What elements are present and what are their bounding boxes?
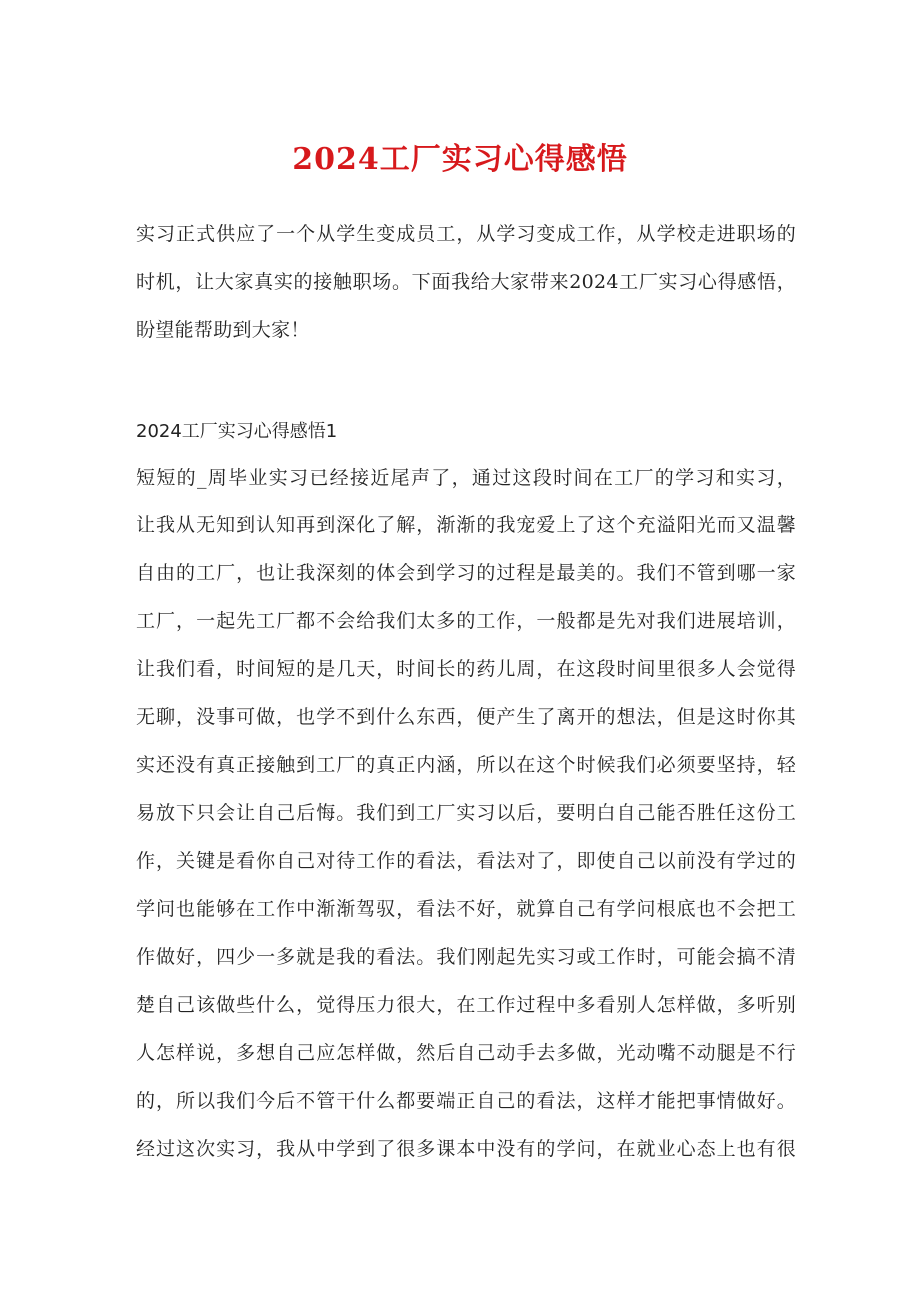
body-line: 工厂，一起先工厂都不会给我们太多的工作，一般都是先对我们进展培训， [136,610,796,632]
body-line: 无聊，没事可做，也学不到什么东西，便产生了离开的想法，但是这时你其 [136,706,796,728]
body-line: 短短的_周毕业实习已经接近尾声了，通过这段时间在工厂的学习和实习， [136,467,796,489]
body-line: 自由的工厂，也让我深刻的体会到学习的过程是最美的。我们不管到哪一家 [136,562,796,584]
intro-line: 盼望能帮助到大家！ [136,319,310,341]
body-line: 经过这次实习，我从中学到了很多课本中没有的学问，在就业心态上也有很 [136,1138,796,1160]
body-line: 的，所以我们今后不管干什么都要端正自己的看法，这样才能把事情做好。 [136,1090,796,1112]
body-line: 让我从无知到认知再到深化了解，渐渐的我宠爱上了这个充溢阳光而又温馨 [136,514,796,536]
intro-line: 实习正式供应了一个从学生变成员工，从学习变成工作，从学校走进职场的 [136,223,796,245]
body-line: 作做好，四少一多就是我的看法。我们刚起先实习或工作时，可能会搞不清 [136,946,796,968]
intro-line: 时机，让大家真实的接触职场。下面我给大家带来2024工厂实习心得感悟， [136,271,796,293]
body-line: 实还没有真正接触到工厂的真正内涵，所以在这个时候我们必须要坚持，轻 [136,754,796,776]
body-line: 让我们看，时间短的是几天，时间长的药儿周，在这段时间里很多人会觉得 [136,658,796,680]
document-title: 2024工厂实习心得感悟 [292,142,628,177]
body-line: 作，关键是看你自己对待工作的看法，看法对了，即使自己以前没有学过的 [136,850,796,872]
section-heading: 2024工厂实习心得感悟1 [136,421,338,442]
body-line: 易放下只会让自己后悔。我们到工厂实习以后，要明白自己能否胜任这份工 [136,802,796,824]
body-line: 学问也能够在工作中渐渐驾驭，看法不好，就算自己有学问根底也不会把工 [136,898,796,920]
body-line: 楚自己该做些什么，觉得压力很大，在工作过程中多看别人怎样做，多听别 [136,994,796,1016]
body-line: 人怎样说，多想自己应怎样做，然后自己动手去多做，光动嘴不动腿是不行 [136,1042,796,1064]
